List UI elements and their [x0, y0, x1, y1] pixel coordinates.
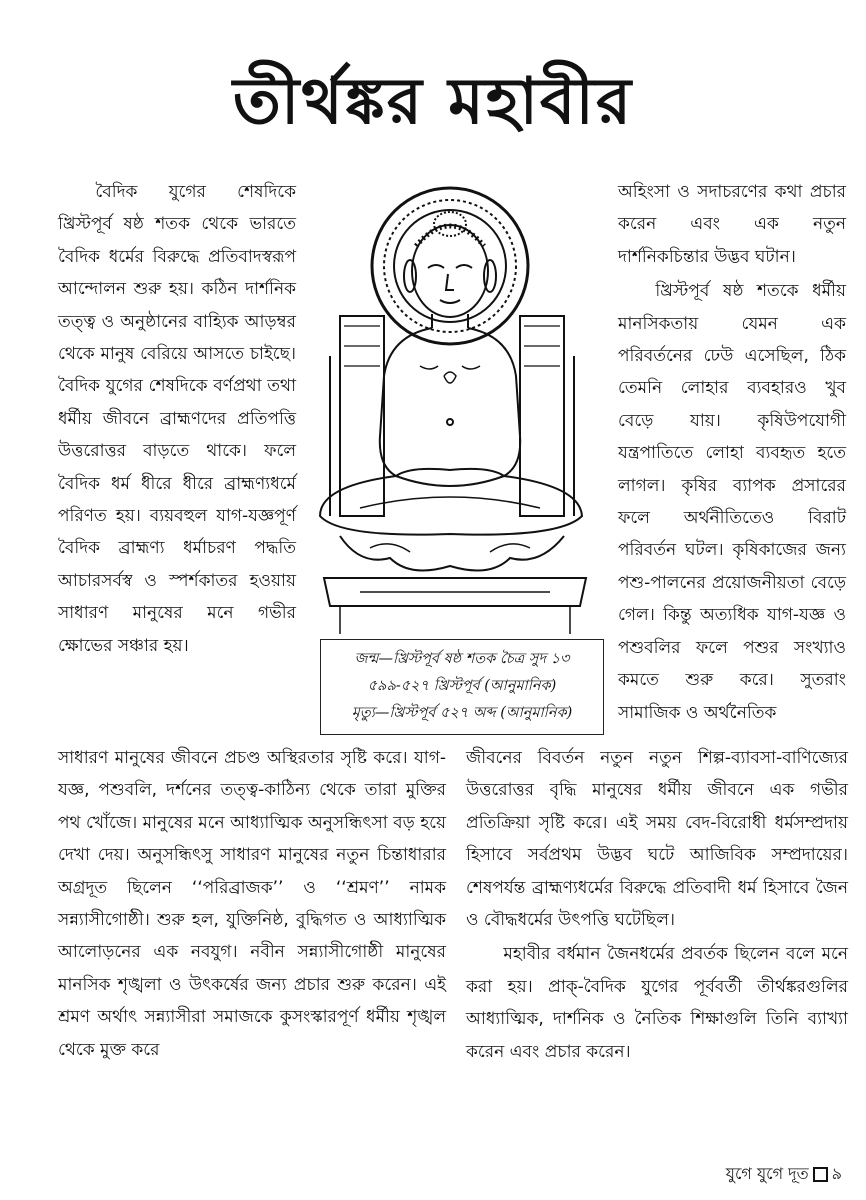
- left-column: [58, 176, 296, 662]
- paragraph: জীবনের বিবর্তন নতুন নতুন শিল্প-ব্যাবসা-বাণিজ্যের উত্তরোত্তর বৃদ্ধি মানুষের ধর্মীয় জীবনে এক গভীর প্রতিক্রিয়া সৃষ্টি করে। এই সময় বেদ-বিরোধী ধর্মসম্প্রদায় হিসাবে সর্বপ্রথম উদ্ভব ঘটে আজিবিক সম্প্রদায়ের। শেষপর্যন্ত ব্রাহ্মণ্যধর্মের বিরুদ্ধে প্রতিবাদী ধর্ম হিসাবে জৈন ও বৌদ্ধধর্মের উৎপত্তি ঘটেছিল।: [466, 748, 848, 931]
- page-footer: [726, 1162, 842, 1186]
- paragraph: খ্রিস্টপূর্ব ষষ্ঠ শতকে ধর্মীয় মানসিকতায় যেমন এক পরিবর্তনের ঢেউ এসেছিল, ঠিক তেমনি লোহার ব্যবহারও খুব বেড়ে যায়। কৃষিউপযোগী যন্ত্রপাতিতে লোহা ব্যবহৃত হতে লাগল। কৃষির ব্যাপক প্রসারের ফলে অর্থনীতিতেও বিরাট পরিবর্তন ঘটল। কৃষিকাজের জন্য পশু-পালনের প্রয়োজনীয়তা বেড়ে গেল। কিন্তু অত্যধিক যাগ-যজ্ঞ ও পশুবলির ফলে পশুর সংখ্যাও কমতে শুরু করে। সুতরাং সামাজিক ও অর্থনৈতিক: [618, 281, 846, 723]
- page-number: ৯: [831, 1164, 842, 1183]
- paragraph: সাধারণ মানুষের জীবনে প্রচণ্ড অস্থিরতার সৃষ্টি করে। যাগ-যজ্ঞ, পশুবলি, দর্শনের তত্ত্ব-কাঠিন্য থেকে তারা মুক্তির পথ খোঁজে। মানুষের মনে আধ্যাত্মিক অনুসন্ধিৎসা বড় হয়ে দেখা দেয়। অনুসন্ধিৎসু সাধারণ মানুষের নতুন চিন্তাধারার অগ্রদূত ছিলেন ‘‘পরিব্রাজক’’ ও ‘‘শ্রমণ’’ নামক সন্ন্যাসীগোষ্ঠী। শুরু হল, যুক্তিনিষ্ঠ, বুদ্ধিগত ও আধ্যাত্মিক আলোড়নের এক নবযুগ। নবীন সন্ন্যাসীগোষ্ঠী মানুষের মানসিক শৃঙ্খলা ও উৎকর্ষের জন্য প্রচার শুরু করেন। এই শ্রমণ অর্থাৎ সন্ন্যাসীরা সমাজকে কুসংস্কারপূর্ণ ধর্মীয় শৃঙ্খল থেকে মুক্ত করে: [58, 748, 446, 1060]
- paragraph: বৈদিক যুগের শেষদিকে খ্রিস্টপূর্ব ষষ্ঠ শতক থেকে ভারতে বৈদিক ধর্মের বিরুদ্ধে প্রতিবাদস্বরূপ আন্দোলন শুরু হয়। কঠিন দার্শনিক তত্ত্ব ও অনুষ্ঠানের বাহ্যিক আড়ম্বর থেকে মানুষ বেরিয়ে আসতে চাইছে। বৈদিক যুগের শেষদিকে বর্ণপ্রথা তথা ধর্মীয় জীবনে ব্রাহ্মণদের প্রতিপত্তি উত্তরোত্তর বাড়তে থাকে। ফলে বৈদিক ধর্ম ধীরে ধীরে ব্রাহ্মণ্যধর্মে পরিণত হয়। ব্যয়বহুল যাগ-যজ্ঞপূর্ণ বৈদিক ব্রাহ্মণ্য ধর্মাচরণ পদ্ধতি আচারসর্বস্ব ও স্পর্শকাতর হওয়ায় সাধারণ মানুষের মনে গভীর ক্ষোভের সঞ্চার হয়।: [58, 182, 296, 656]
- square-icon: [813, 1167, 828, 1182]
- illustration-caption: [320, 639, 604, 735]
- page-title: তীর্থঙ্কর মহাবীর: [232, 65, 634, 139]
- bottom-left-column: [58, 742, 446, 1066]
- caption-death: মৃত্যু—খ্রিস্টপূর্ব ৫২৭ অব্দ (আনুমানিক): [351, 705, 573, 721]
- footer-title: যুগে যুগে দূত: [725, 1164, 809, 1183]
- right-column: [618, 176, 846, 729]
- paragraph: অহিংসা ও সদাচরণের কথা প্রচার করেন এবং এক নতুন দার্শনিকচিন্তার উদ্ভব ঘটান।: [618, 182, 846, 267]
- caption-birth: জন্ম—খ্রিস্টপূর্ব ষষ্ঠ শতক চৈত্র সুদ ১৩: [354, 651, 570, 667]
- caption-years: ৫৯৯-৫২৭ খ্রিস্টপূর্ব (আনুমানিক): [367, 678, 557, 694]
- paragraph: মহাবীর বর্ধমান জৈনধর্মের প্রবর্তক ছিলেন বলে মনে করা হয়। প্রাক্-বৈদিক যুগের পূর্ববর্তী তীর্থঙ্করগুলির আধ্যাত্মিক, দার্শনিক ও নৈতিক শিক্ষাগুলি তিনি ব্যাখ্যা করেন এবং প্রচার করেন।: [466, 944, 848, 1062]
- bottom-right-column: [466, 742, 848, 1068]
- mahavira-illustration: [300, 186, 610, 636]
